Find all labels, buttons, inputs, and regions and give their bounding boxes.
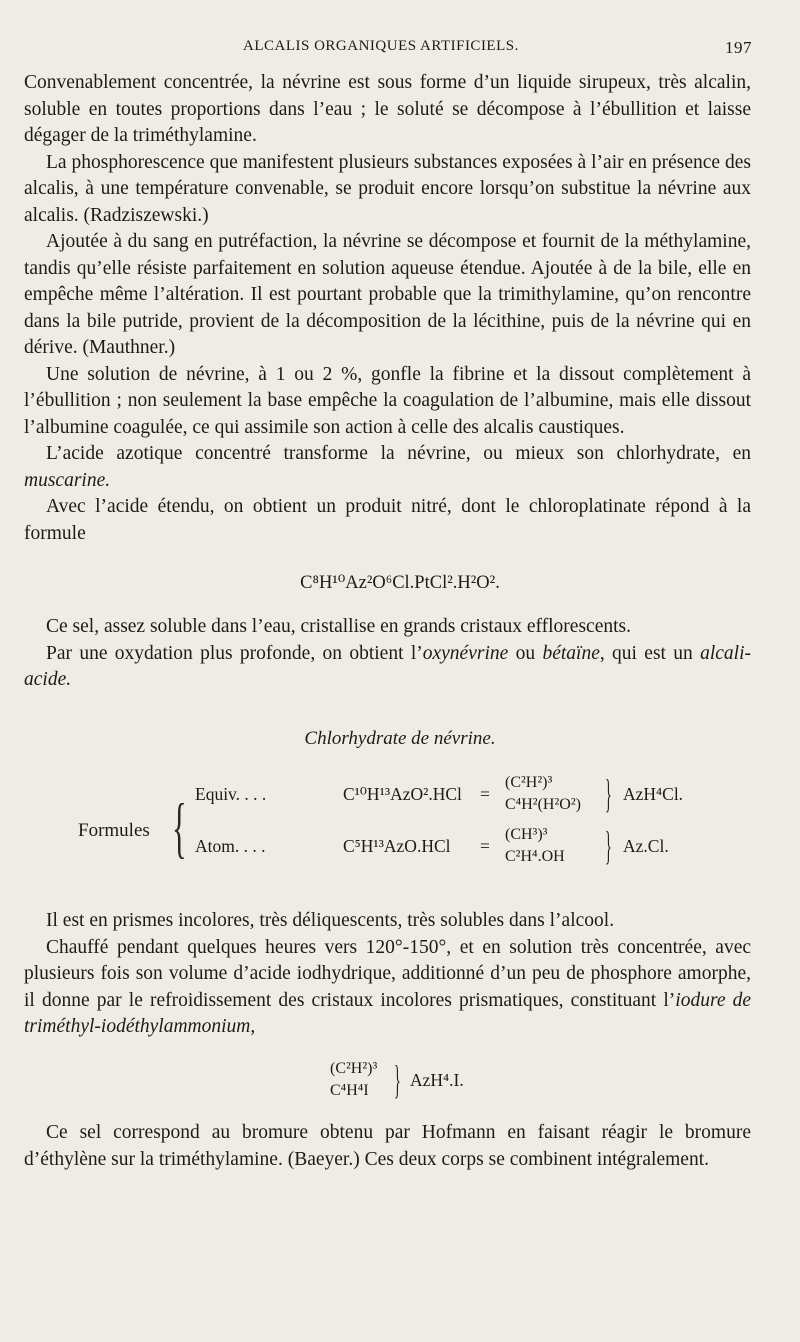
- formula-row-atom: [195, 822, 755, 872]
- stack-bottom: C²H⁴.OH: [505, 848, 565, 865]
- right-brace: }: [394, 1057, 401, 1102]
- italic-term: alcali-acide.: [24, 642, 752, 690]
- italic-term: oxynévrine: [422, 642, 509, 664]
- row-name: Atom. . . .: [195, 836, 266, 856]
- text-block-4: [24, 1120, 751, 1173]
- formula-result: AzH⁴.I.: [410, 1070, 464, 1090]
- formula-row-equiv: [195, 770, 755, 820]
- italic-term: bétaïne: [542, 642, 600, 664]
- paragraph: La phosphorescence que manifestent plusieurs substances exposées à l’air en présence des alcalis, à une température convenable, se produit encore lorsqu’on substitue la névrine aux alcalis. (Radziszewski.): [24, 151, 751, 226]
- formula-chloroplatinate: C⁸H¹⁰Az²O⁶Cl.PtCl².H²O².: [300, 573, 500, 593]
- paragraph-text: Par une oxydation plus profonde, on obtient l’: [46, 642, 423, 664]
- stack-top: (CH³)³: [505, 826, 548, 843]
- paragraph: Ce sel, assez soluble dans l’eau, cristallise en grands cristaux efflorescents.: [46, 616, 631, 637]
- header-title: ALCALIS ORGANIQUES ARTIFICIELS.: [243, 38, 519, 54]
- text-block-2: [24, 614, 751, 694]
- stacked-formula: [505, 772, 581, 816]
- stacked-formula: [505, 824, 565, 868]
- formulas-table: [60, 770, 760, 890]
- left-brace: {: [172, 789, 187, 865]
- paragraph: Une solution de névrine, à 1 ou 2 %, gonfle la fibrine et la dissout complètement à l’ébullition ; non seulement la base empêche la coagulation de l’albumine, mais elle dissout l’albumine coagulée, ce qui assimile son action à celle des alcalis caustiques.: [24, 363, 751, 438]
- stacked-formula: [330, 1058, 377, 1102]
- stack-bottom: C⁴H⁴I: [330, 1082, 369, 1099]
- stack-bottom: C⁴H²(H²O²): [505, 796, 581, 813]
- paragraph: [24, 641, 751, 694]
- paragraph-text: L’acide azotique concentré transforme la névrine, ou mieux son chlorhydrate, en: [46, 443, 751, 464]
- row-result: AzH⁴Cl.: [623, 784, 684, 804]
- paragraph-text: , qui est un: [599, 642, 701, 664]
- italic-term: iodure de triméthyl-iodéthylammonium,: [24, 989, 752, 1037]
- paragraph: Ce sel correspond au bromure obtenu par Hofmann en faisant réagir le bromure d’éthylène sur la triméthylamine. (Baeyer.) Ces deux corps se combinent intégralement.: [24, 1122, 751, 1170]
- section-caption: Chlorhydrate de névrine.: [304, 728, 496, 749]
- right-brace: }: [605, 771, 612, 816]
- paragraph-text: ou: [508, 642, 543, 664]
- equals-sign: =: [480, 836, 490, 856]
- text-block-3: [24, 908, 751, 1041]
- row-formula: C⁵H¹³AzO.HCl: [343, 836, 451, 856]
- paragraph: Avec l’acide étendu, on obtient un produit nitré, dont le chloroplatinate répond à la formule: [24, 496, 751, 544]
- page-number: 197: [725, 38, 752, 57]
- running-header: [0, 38, 800, 62]
- right-brace: }: [605, 823, 612, 868]
- text-block-1: [24, 70, 751, 547]
- row-formula: C¹⁰H¹³AzO².HCl: [343, 784, 462, 804]
- paragraph-text: Chauffé pendant quelques heures vers 120°-150°, et en solution très concentrée, avec plusieurs fois son volume d’acide iodhydrique, additionné d’un peu de phosphore amorphe, il donne par le refroidissement des cristaux incolores prismatiques, constituant l’: [24, 936, 751, 1011]
- stack-top: (C²H²)³: [505, 774, 553, 791]
- paragraph: Il est en prismes incolores, très déliquescents, très solubles dans l’alcool.: [46, 910, 615, 931]
- italic-term: muscarine.: [24, 469, 111, 491]
- paragraph: [24, 441, 751, 494]
- paragraph: Convenablement concentrée, la névrine est sous forme d’un liquide sirupeux, très alcalin, soluble en toutes proportions dans l’eau ; le soluté se décompose à l’ébullition et laisse dégager de la triméthylamine.: [24, 72, 751, 146]
- formulas-label: Formules: [78, 820, 150, 841]
- paragraph: Ajoutée à du sang en putréfaction, la névrine se décompose et fournit de la méthylamine, tandis qu’elle résiste parfaitement en solution aqueuse étendue. Ajoutée à de la bile, elle en empêche même l’altération. Il est pourtant probable que la trimithylamine, qu’on rencontre dans la bile putride, provient de la décomposition de la lécithine, puis de la névrine qui en dérive. (Mauthner.): [24, 231, 751, 358]
- equals-sign: =: [480, 784, 490, 804]
- row-name: Equiv. . . .: [195, 784, 267, 804]
- stack-top: (C²H²)³: [330, 1060, 378, 1077]
- paragraph: [24, 935, 751, 1041]
- row-result: Az.Cl.: [623, 836, 669, 856]
- formula-iodure: [330, 1058, 530, 1108]
